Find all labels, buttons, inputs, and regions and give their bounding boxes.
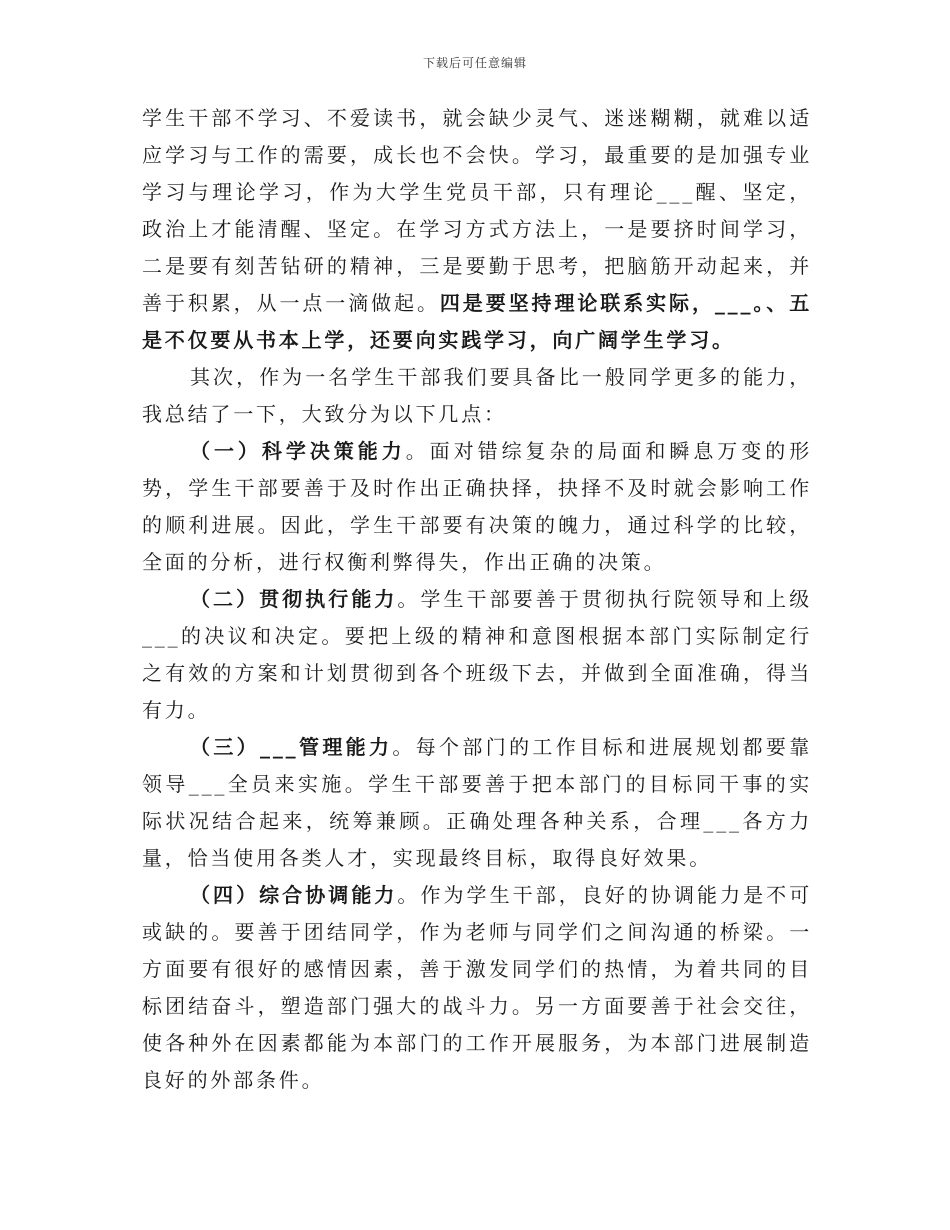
paragraph-management-ability-text: 。每个部门的工作目标和进展规划都要靠领导___全员来实施。学生干部要善于把本部门的目标同干事的实际状况结合起来，统筹兼顾。正确处理各种关系，合理___各方力量，恰当使用各类人才，实现最终目标，取得良好效果。 (142, 735, 813, 870)
page-header-note: 下载后可任意编辑 (422, 56, 527, 70)
paragraph-abilities-intro-text: 其次，作为一名学生干部我们要具备比一般同学更多的能力，我总结了一下，大致分为以下几点： (142, 365, 812, 426)
paragraph-decision-ability-text: 。面对错综复杂的局面和瞬息万变的形势，学生干部要善于及时作出正确抉择，抉择不及时就会影响工作的顺利进展。因此，学生干部要有决策的魄力，通过科学的比较，全面的分析，进行权衡利弊得失，作出正确的决策。 (142, 439, 812, 574)
paragraph-study-bold: 四是要坚持理论联系实际，___。、五是不仅要从书本上学，还要向实践学习，向广阔学生学习。 (142, 291, 812, 352)
paragraph-coordination-ability-text: 。作为学生干部，良好的协调能力是不可或缺的。要善于团结同学，作为老师与同学们之间沟通的桥梁。一方面要有很好的感情因素，善于激发同学们的热情，为着共同的目标团结奋斗，塑造部门强大的战斗力。另一方面要善于社会交往，使各种外在因素都能为本部门的工作开展服务，为本部门进展制造良好的外部条件。 (142, 883, 812, 1092)
heading-execution-ability: （二）贯彻执行能力 (190, 587, 398, 611)
paragraph-study-text: 学生干部不学习、不爱读书，就会缺少灵气、迷迷糊糊，就难以适应学习与工作的需要，成长也不会快。学习，最重要的是加强专业学习与理论学习，作为大学生党员干部，只有理论___醒、坚定，政治上才能清醒、坚定。在学习方式方法上，一是要挤时间学习，二是要有刻苦钻研的精神，三是要勤于思考，把脑筋开动起来，并善于积累，从一点一滴做起。 (142, 106, 812, 315)
heading-management-ability: （三）___管理能力 (190, 735, 393, 759)
paragraph-management-ability (142, 729, 812, 877)
paragraph-study (142, 100, 812, 359)
paragraph-decision-ability (142, 433, 812, 581)
document-body (142, 100, 812, 1099)
heading-decision-ability: （一）科学决策能力 (190, 439, 406, 463)
paragraph-execution-ability-text: 。学生干部要善于贯彻执行院领导和上级___的决议和决定。要把上级的精神和意图根据本部门实际制定行之有效的方案和计划贯彻到各个班级下去，并做到全面准确，得当有力。 (142, 587, 812, 722)
paragraph-execution-ability (142, 581, 812, 729)
paragraph-abilities-intro (142, 359, 812, 433)
paragraph-coordination-ability (142, 877, 812, 1099)
heading-coordination-ability: （四）综合协调能力 (190, 883, 398, 907)
